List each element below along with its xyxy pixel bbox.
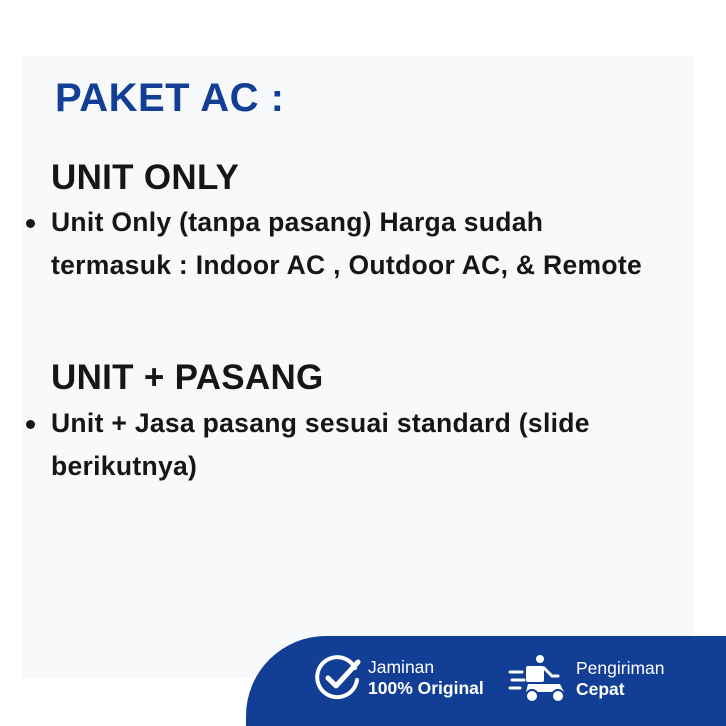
list-item — [22, 201, 662, 287]
footer-banner — [246, 636, 726, 726]
badge-shipping-line1: Pengiriman — [576, 658, 665, 678]
bullet-list-unit-pasang — [22, 402, 662, 488]
bullet-text: Unit Only (tanpa pasang) Harga sudah termasuk : Indoor AC , Outdoor AC, & Remote — [51, 207, 643, 280]
badge-shipping-line2: Cepat — [576, 679, 625, 699]
page-title: PAKET AC : — [55, 76, 285, 120]
badge-original-line2: 100% Original — [368, 678, 484, 698]
section-heading-unit-pasang: UNIT + PASANG — [51, 358, 324, 397]
badge-original-line1: Jaminan — [368, 657, 435, 677]
section-heading-unit-only: UNIT ONLY — [51, 158, 240, 197]
bullet-list-unit-only — [22, 201, 662, 287]
bullet-dot — [26, 420, 35, 429]
badge-shipping — [508, 654, 665, 704]
list-item — [22, 402, 662, 488]
bullet-dot — [26, 219, 35, 228]
check-badge-icon — [314, 654, 362, 702]
delivery-scooter-icon — [508, 654, 570, 704]
bullet-text: Unit + Jasa pasang sesuai standard (slide berikutnya) — [51, 408, 590, 481]
badge-original — [314, 654, 484, 702]
